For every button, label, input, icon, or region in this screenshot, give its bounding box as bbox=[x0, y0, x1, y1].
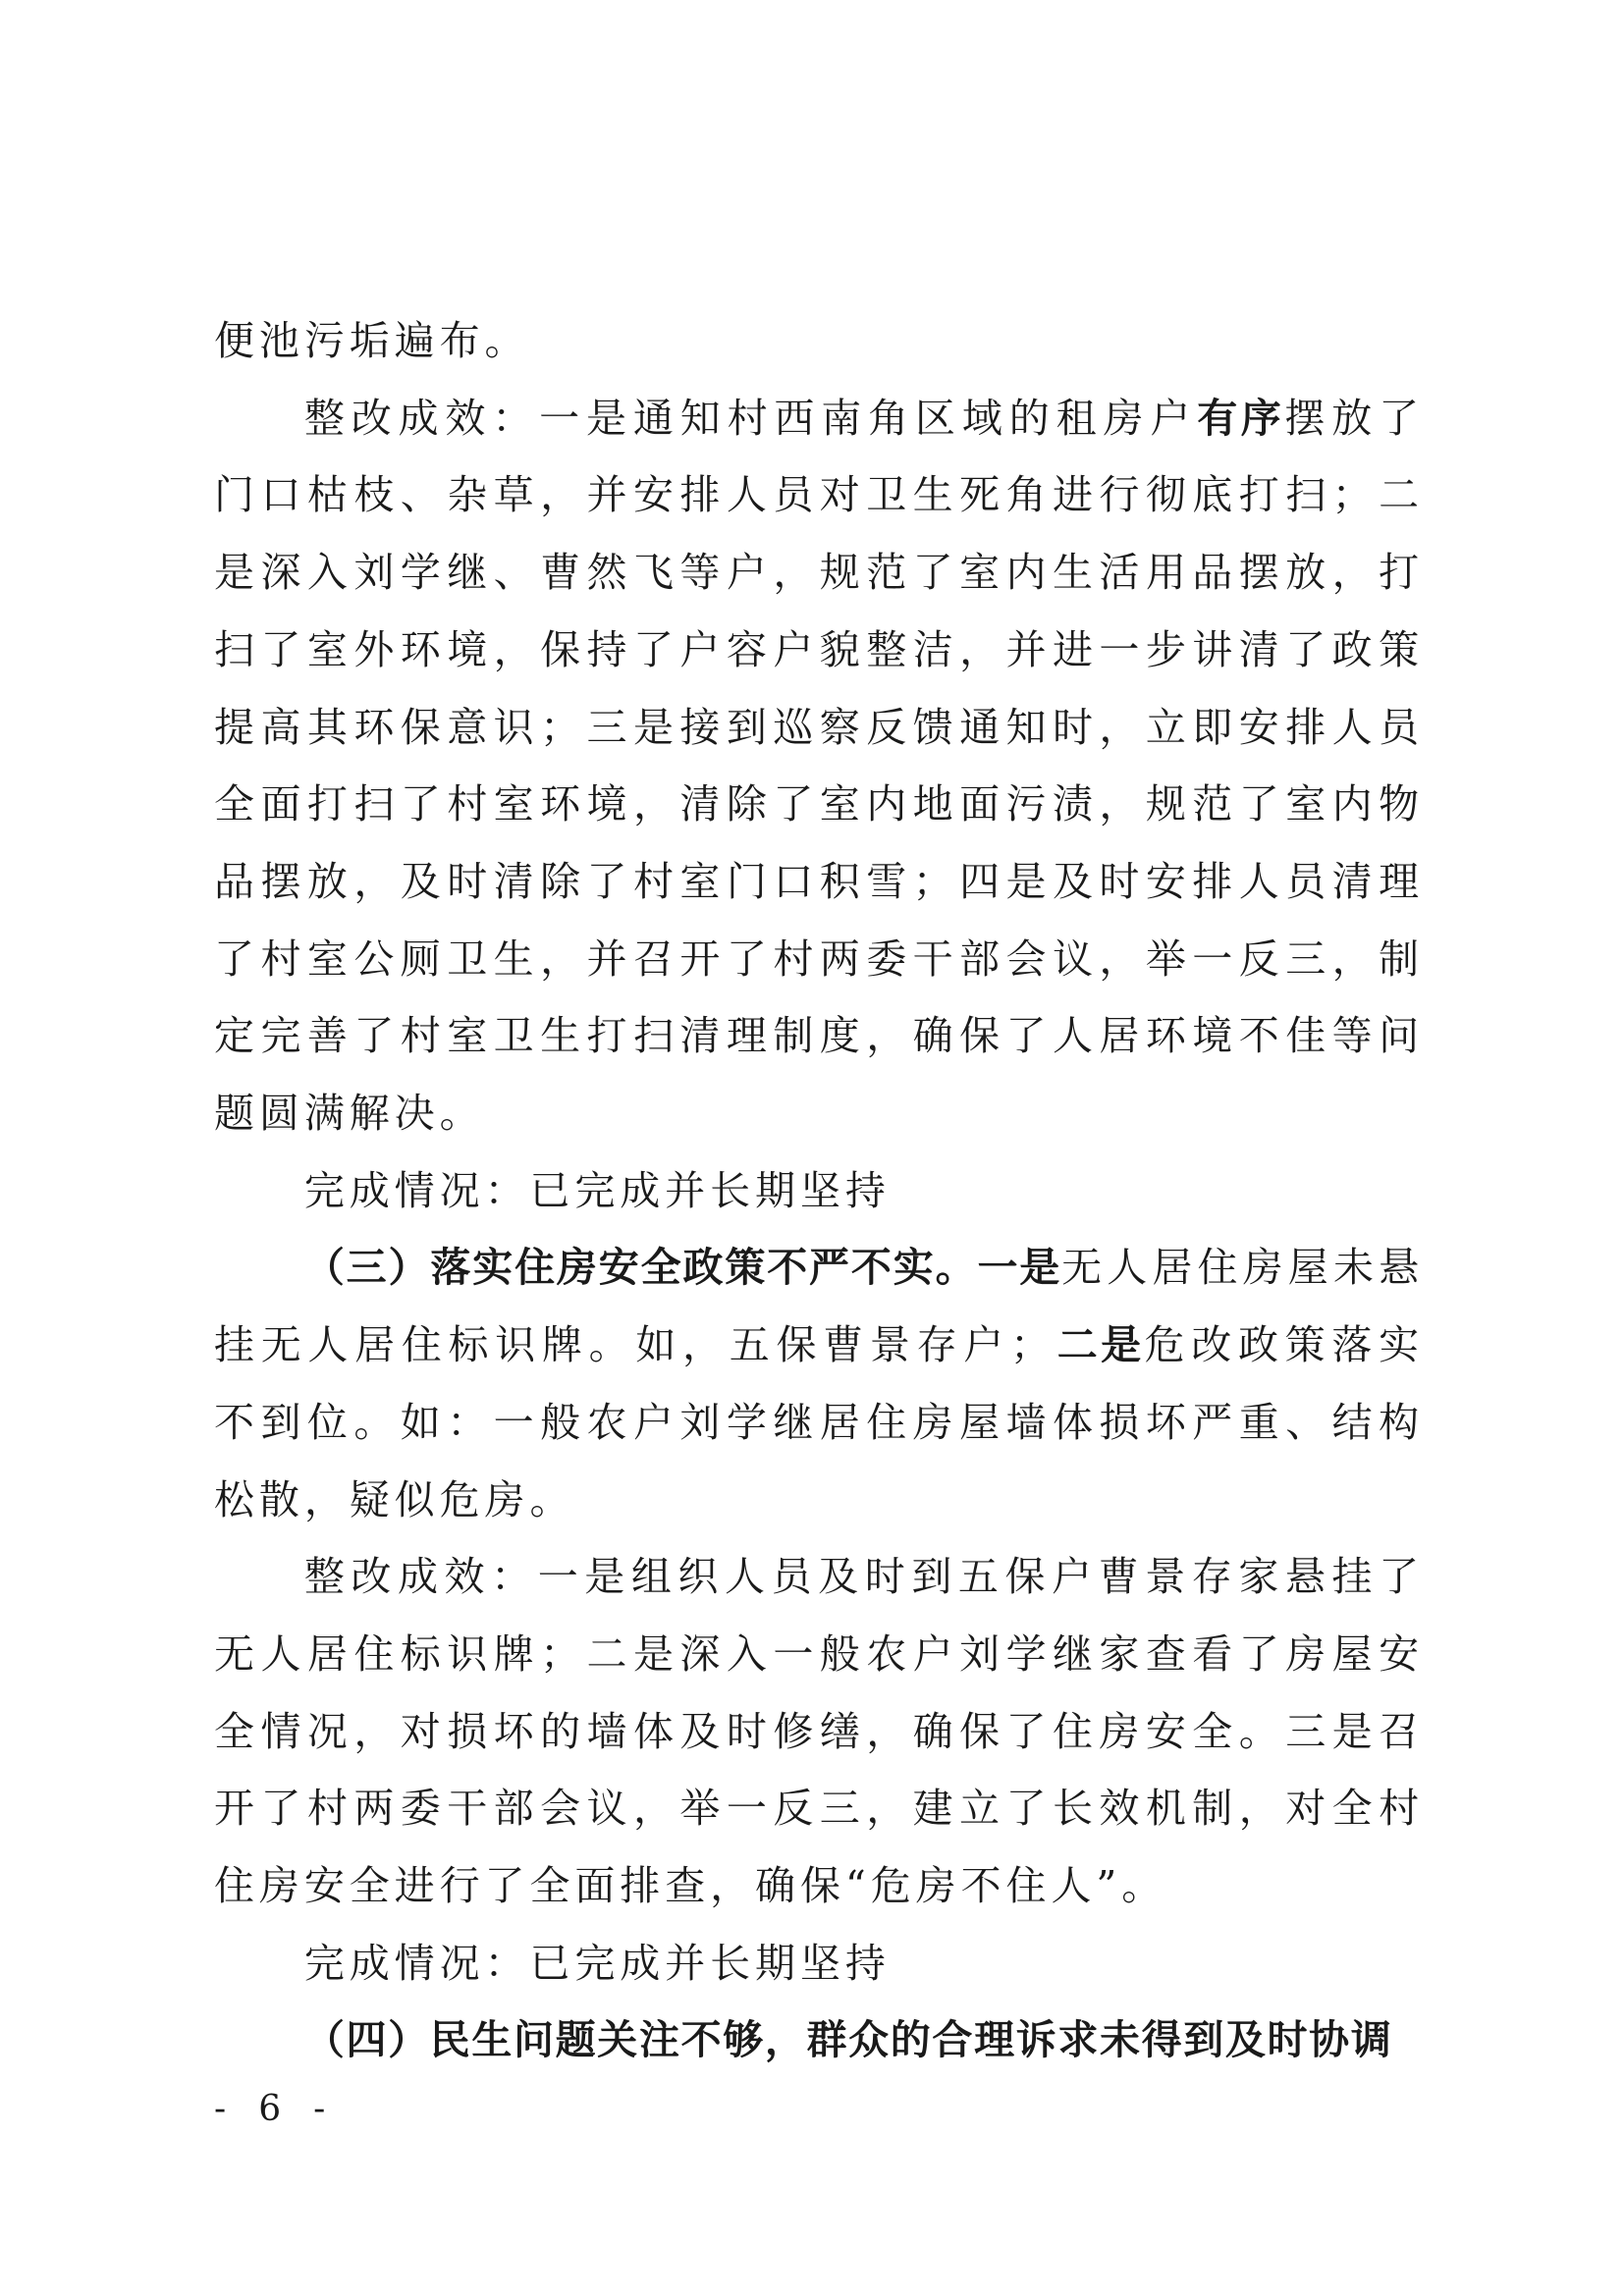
emphasis-text: 有序 bbox=[1197, 394, 1285, 442]
paragraph-text: 整改成效：一是组织人员及时到五保户曹景存家悬挂了无人居住标识牌；二是深入一般农户刘学继家查看了房屋安全情况，对损坏的墙体及时修缮，确保了住房安全。三是召开了村两委干部会议，举一反三，建立了长效机制，对全村住房安全进行了全面排查，确保“危房不住人”。 bbox=[214, 1553, 1424, 1910]
paragraph-text: 便池污垢遍布。 bbox=[214, 317, 530, 364]
emphasis-text: 二是 bbox=[1055, 1321, 1145, 1369]
emphasis-text: 一是 bbox=[977, 1244, 1062, 1292]
paragraph-text-part: 危改政策落实不到位。如：一般农户刘学继居住房屋墙体损坏严重、结构松散，疑似危房。 bbox=[214, 1321, 1424, 1523]
section-heading-4: （四）民生问题关注不够，群众的合理诉求未得到及时协调 bbox=[303, 2016, 1393, 2064]
paragraph-text: 完成情况：已完成并长期坚持 bbox=[303, 1939, 891, 1987]
paragraph-issue-4 bbox=[214, 2002, 1424, 2079]
paragraph-completion-status-3 bbox=[214, 1925, 1424, 2002]
paragraph-text-part: 整改成效：一是通知村西南角区域的租房户 bbox=[303, 394, 1198, 442]
paragraph-issue-3 bbox=[214, 1229, 1424, 1538]
paragraph-text-part: 无人居住房屋未悬挂无人居住标识牌。如，五保曹景存户； bbox=[214, 1244, 1424, 1369]
paragraph-continuation bbox=[214, 302, 1424, 380]
paragraph-completion-status-2 bbox=[214, 1152, 1424, 1230]
paragraph-rectification-results-2 bbox=[214, 380, 1424, 1152]
paragraph-text-part: 摆放了门口枯枝、杂草，并安排人员对卫生死角进行彻底打扫；二是深入刘学继、曹然飞等户，规范了室内生活用品摆放，打扫了室外环境，保持了户容户貌整洁，并进一步讲清了政策提高其环保意识；三是接到巡察反馈通知时，立即安排人员全面打扫了村室环境，清除了室内地面污渍，规范了室内物品摆放，及时清除了村室门口积雪；四是及时安排人员清理了村室公厕卫生，并召开了村两委干部会议，举一反三，制定完善了村室卫生打扫清理制度，确保了人居环境不佳等问题圆满解决。 bbox=[214, 394, 1425, 1138]
paragraph-rectification-results-3 bbox=[214, 1538, 1424, 1925]
document-body bbox=[214, 302, 1424, 2079]
section-heading-3: （三）落实住房安全政策不严不实。 bbox=[303, 1244, 978, 1292]
page-number: - 6 - bbox=[214, 2089, 337, 2129]
paragraph-text: 完成情况：已完成并长期坚持 bbox=[303, 1166, 891, 1214]
